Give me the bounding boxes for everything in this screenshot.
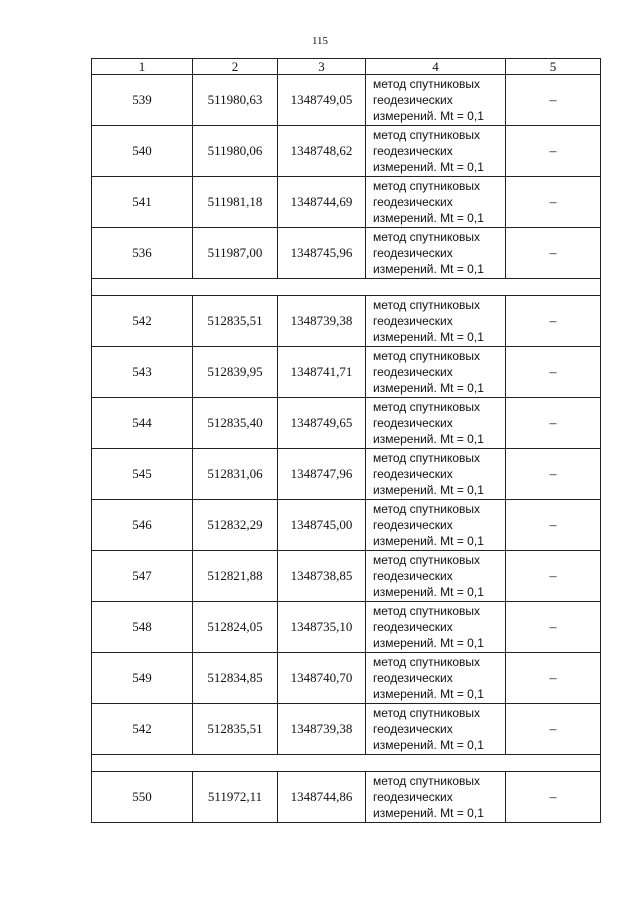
description-cell	[506, 398, 601, 449]
table-row	[92, 398, 601, 449]
x-coordinate-cell: 512831,06	[193, 449, 278, 500]
method-line: метод спутниковых	[373, 655, 481, 669]
separator-row	[92, 755, 601, 772]
method-line: измерений. Mt = 0,1	[373, 687, 484, 701]
y-coordinate-cell: 1348745,00	[278, 500, 366, 551]
table-row	[92, 449, 601, 500]
method-line: измерений. Mt = 0,1	[373, 585, 484, 599]
method-line: метод спутниковых	[373, 604, 481, 618]
dash-mark: –	[549, 670, 557, 686]
method-line: метод спутниковых	[373, 706, 481, 720]
table-row	[92, 347, 601, 398]
method-line: геодезических	[373, 246, 453, 260]
x-coordinate-cell: 512835,51	[193, 704, 278, 755]
y-coordinate-cell: 1348745,96	[278, 228, 366, 279]
point-number-cell: 540	[92, 126, 193, 177]
y-coordinate-cell: 1348739,38	[278, 704, 366, 755]
dash-mark: –	[549, 143, 557, 159]
method-line: измерений. Mt = 0,1	[373, 160, 484, 174]
x-coordinate-cell: 512824,05	[193, 602, 278, 653]
method-cell	[366, 449, 506, 500]
method-line: метод спутниковых	[373, 179, 481, 193]
point-number-cell: 542	[92, 296, 193, 347]
method-line: метод спутниковых	[373, 128, 481, 142]
method-line: геодезических	[373, 671, 453, 685]
method-cell	[366, 772, 506, 823]
point-number-cell: 543	[92, 347, 193, 398]
dash-mark: –	[549, 619, 557, 635]
table-row	[92, 772, 601, 823]
method-line: измерений. Mt = 0,1	[373, 432, 484, 446]
description-cell	[506, 449, 601, 500]
y-coordinate-cell: 1348735,10	[278, 602, 366, 653]
header-col-2: 2	[193, 59, 278, 75]
y-coordinate-cell: 1348739,38	[278, 296, 366, 347]
dash-mark: –	[549, 92, 557, 108]
y-coordinate-cell: 1348744,69	[278, 177, 366, 228]
dash-mark: –	[549, 364, 557, 380]
table-row	[92, 296, 601, 347]
method-line: геодезических	[373, 467, 453, 481]
separator-row	[92, 279, 601, 296]
point-number-cell: 547	[92, 551, 193, 602]
method-line: геодезических	[373, 195, 453, 209]
page-number: 115	[311, 35, 329, 47]
method-line: метод спутниковых	[373, 349, 481, 363]
x-coordinate-cell: 512834,85	[193, 653, 278, 704]
dash-mark: –	[549, 415, 557, 431]
x-coordinate-cell: 512839,95	[193, 347, 278, 398]
method-line: геодезических	[373, 620, 453, 634]
method-cell	[366, 704, 506, 755]
method-line: геодезических	[373, 314, 453, 328]
dash-mark: –	[549, 245, 557, 261]
table-row	[92, 602, 601, 653]
point-number-cell: 549	[92, 653, 193, 704]
method-line: геодезических	[373, 569, 453, 583]
x-coordinate-cell: 512832,29	[193, 500, 278, 551]
header-col-1: 1	[92, 59, 193, 75]
x-coordinate-cell: 511972,11	[193, 772, 278, 823]
method-cell	[366, 347, 506, 398]
y-coordinate-cell: 1348744,86	[278, 772, 366, 823]
method-line: геодезических	[373, 93, 453, 107]
y-coordinate-cell: 1348749,05	[278, 75, 366, 126]
method-line: геодезических	[373, 365, 453, 379]
description-cell	[506, 602, 601, 653]
header-col-3: 3	[278, 59, 366, 75]
method-line: измерений. Mt = 0,1	[373, 806, 484, 820]
x-coordinate-cell: 511987,00	[193, 228, 278, 279]
point-number-cell: 544	[92, 398, 193, 449]
method-cell	[366, 653, 506, 704]
table-row	[92, 551, 601, 602]
y-coordinate-cell: 1348738,85	[278, 551, 366, 602]
method-line: измерений. Mt = 0,1	[373, 534, 484, 548]
description-cell	[506, 347, 601, 398]
method-cell	[366, 177, 506, 228]
method-cell	[366, 296, 506, 347]
description-cell	[506, 500, 601, 551]
method-cell	[366, 602, 506, 653]
method-line: геодезических	[373, 518, 453, 532]
x-coordinate-cell: 512835,40	[193, 398, 278, 449]
y-coordinate-cell: 1348740,70	[278, 653, 366, 704]
method-line: измерений. Mt = 0,1	[373, 738, 484, 752]
point-number-cell: 536	[92, 228, 193, 279]
point-number-cell: 542	[92, 704, 193, 755]
method-line: метод спутниковых	[373, 553, 481, 567]
point-number-cell: 539	[92, 75, 193, 126]
dash-mark: –	[549, 721, 557, 737]
description-cell	[506, 228, 601, 279]
description-cell	[506, 653, 601, 704]
dash-mark: –	[549, 466, 557, 482]
method-line: геодезических	[373, 416, 453, 430]
method-line: измерений. Mt = 0,1	[373, 211, 484, 225]
dash-mark: –	[549, 789, 557, 805]
method-line: метод спутниковых	[373, 77, 481, 91]
point-number-cell: 548	[92, 602, 193, 653]
dash-mark: –	[549, 313, 557, 329]
y-coordinate-cell: 1348741,71	[278, 347, 366, 398]
description-cell	[506, 75, 601, 126]
method-line: геодезических	[373, 790, 453, 804]
y-coordinate-cell: 1348748,62	[278, 126, 366, 177]
x-coordinate-cell: 512835,51	[193, 296, 278, 347]
method-cell	[366, 500, 506, 551]
y-coordinate-cell: 1348747,96	[278, 449, 366, 500]
method-line: измерений. Mt = 0,1	[373, 636, 484, 650]
description-cell	[506, 772, 601, 823]
method-cell	[366, 228, 506, 279]
point-number-cell: 545	[92, 449, 193, 500]
table-row	[92, 704, 601, 755]
method-line: измерений. Mt = 0,1	[373, 330, 484, 344]
header-col-5: 5	[506, 59, 601, 75]
description-cell	[506, 551, 601, 602]
dash-mark: –	[549, 194, 557, 210]
x-coordinate-cell: 512821,88	[193, 551, 278, 602]
table-row	[92, 500, 601, 551]
header-col-4: 4	[366, 59, 506, 75]
method-cell	[366, 126, 506, 177]
method-line: измерений. Mt = 0,1	[373, 381, 484, 395]
method-line: метод спутниковых	[373, 298, 481, 312]
separator-cell	[92, 279, 601, 296]
description-cell	[506, 126, 601, 177]
x-coordinate-cell: 511980,63	[193, 75, 278, 126]
method-line: измерений. Mt = 0,1	[373, 109, 484, 123]
description-cell	[506, 177, 601, 228]
header-row	[92, 59, 601, 75]
table-row	[92, 126, 601, 177]
method-line: метод спутниковых	[373, 400, 481, 414]
x-coordinate-cell: 511980,06	[193, 126, 278, 177]
method-cell	[366, 398, 506, 449]
method-line: метод спутниковых	[373, 774, 481, 788]
table-row	[92, 75, 601, 126]
method-cell	[366, 551, 506, 602]
method-cell	[366, 75, 506, 126]
dash-mark: –	[549, 517, 557, 533]
table-body	[92, 75, 601, 823]
description-cell	[506, 296, 601, 347]
point-number-cell: 550	[92, 772, 193, 823]
table-row	[92, 653, 601, 704]
method-line: метод спутниковых	[373, 502, 481, 516]
dash-mark: –	[549, 568, 557, 584]
method-line: метод спутниковых	[373, 230, 481, 244]
point-number-cell: 546	[92, 500, 193, 551]
table-row	[92, 177, 601, 228]
point-number-cell: 541	[92, 177, 193, 228]
method-line: измерений. Mt = 0,1	[373, 262, 484, 276]
table-row	[92, 228, 601, 279]
method-line: геодезических	[373, 722, 453, 736]
method-line: геодезических	[373, 144, 453, 158]
x-coordinate-cell: 511981,18	[193, 177, 278, 228]
y-coordinate-cell: 1348749,65	[278, 398, 366, 449]
separator-cell	[92, 755, 601, 772]
description-cell	[506, 704, 601, 755]
coordinates-table	[91, 58, 601, 823]
method-line: метод спутниковых	[373, 451, 481, 465]
method-line: измерений. Mt = 0,1	[373, 483, 484, 497]
